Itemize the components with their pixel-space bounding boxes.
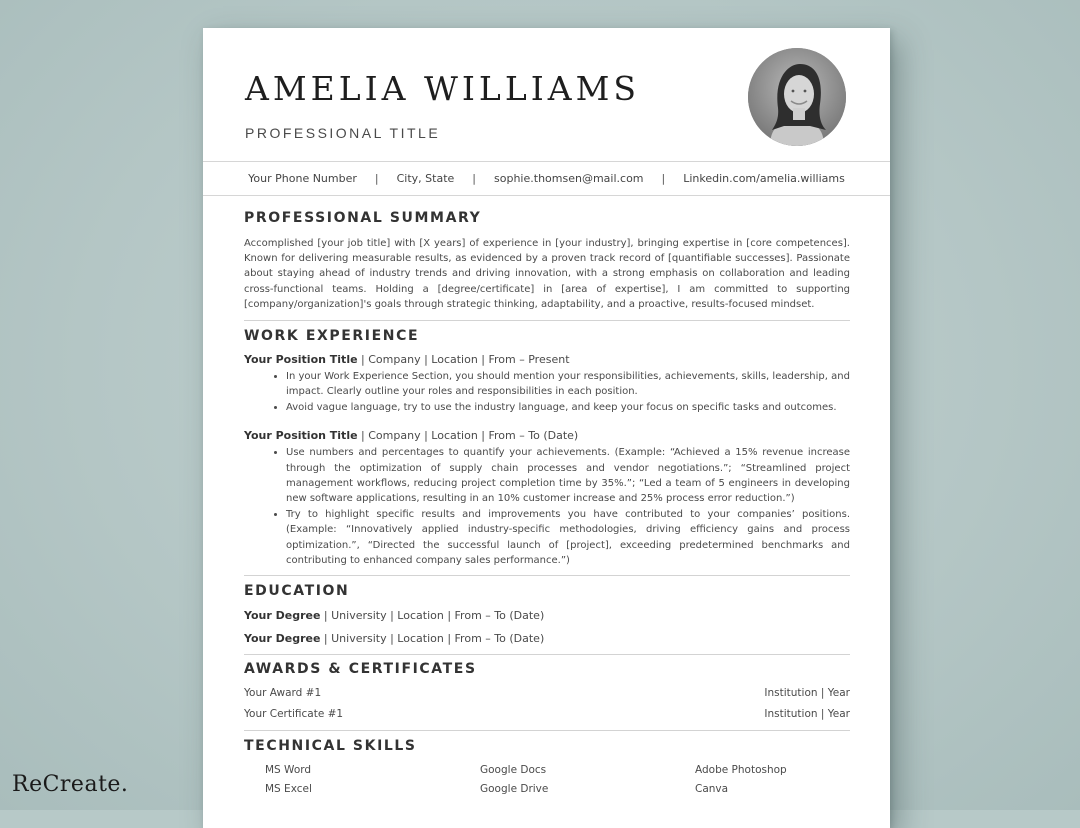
section-divider <box>244 320 850 321</box>
contact-email[interactable]: sophie.thomsen@mail.com <box>494 172 644 185</box>
education-details: | University | Location | From – To (Date) <box>320 632 545 645</box>
job-details: | Company | Location | From – Present <box>357 353 570 366</box>
job-header <box>244 429 850 443</box>
job-position: Your Position Title <box>244 429 358 443</box>
education-degree: Your Degree <box>244 609 321 622</box>
job-bullet: • Use numbers and percentages to quantify your achievements. (Example: “Achieved a 15% revenue increase through the optimization of supply chain processes and vendor negotiations.”; “Streamlined project management workflows, reducing project completion time by 35%.”; “Led a team of 5 engineers in developing new software applications, resulting in an 10% customer increase and 25% process error reduction.”) <box>286 445 850 507</box>
skill-item: Google Drive <box>480 783 549 795</box>
summary-text: Accomplished [your job title] with [X years] of experience in [your industry], bringing expertise in [core competences]. Known for delivering measurable results, as evidenced by a proven track record of [quantifiable successes]. Passionate about staying ahead of industry trends and driving innovation, with a strong emphasis on collaboration and leading cross-functional teams. Holding a [degree/certificate] in [area of expertise], I am committed to supporting [company/organization]'s goals through strategic thinking, adaptability, and a proactive, results-focused mindset. <box>244 238 850 310</box>
section-divider <box>244 654 850 655</box>
skills-section <box>244 739 850 795</box>
summary-heading: PROFESSIONAL SUMMARY <box>244 210 482 226</box>
contact-separator: | <box>374 172 379 185</box>
brand-logo: ReCreate. <box>12 772 129 797</box>
contact-separator: | <box>661 172 666 185</box>
education-degree: Your Degree <box>244 632 321 645</box>
education-entry <box>244 609 850 623</box>
resume-page <box>203 28 890 828</box>
work-section <box>244 329 850 568</box>
award-name: Your Certificate #1 <box>244 708 344 720</box>
award-issuer: Institution | Year <box>764 708 850 720</box>
award-row <box>244 708 850 720</box>
job-details: | Company | Location | From – To (Date) <box>357 429 579 443</box>
award-name: Your Award #1 <box>244 687 322 699</box>
skills-heading: TECHNICAL SKILLS <box>244 738 417 754</box>
education-section <box>244 584 850 646</box>
award-issuer: Institution | Year <box>764 687 850 699</box>
skill-item: Adobe Photoshop <box>695 764 787 776</box>
skills-grid <box>244 764 850 795</box>
work-heading: WORK EXPERIENCE <box>244 328 420 344</box>
portrait-image <box>748 48 846 146</box>
resume-name: AMELIA WILLIAMS <box>245 69 641 108</box>
contact-separator: | <box>472 172 477 185</box>
job-bullet: • In your Work Experience Section, you should mention your responsibilities, achievements, skills, leadership, and impact. Clearly outline your roles and responsibilities in each position. <box>286 369 850 400</box>
contact-bar <box>203 161 890 196</box>
award-row <box>244 687 850 699</box>
awards-heading: AWARDS & CERTIFICATES <box>244 661 477 677</box>
contact-location: City, State <box>396 172 455 185</box>
summary-section <box>244 211 850 312</box>
job-entry <box>244 429 850 568</box>
section-divider <box>244 575 850 576</box>
job-bullet: • Try to highlight specific results and improvements you have contributed to your companies’ positions. (Example: “Innovatively applied industry-specific methodologies, driving efficiency gains and process optimization.”, “Directed the successful launch of [project], exceeding predetermined benchmarks and contributing to enhanced company sales performance.”) <box>286 507 850 569</box>
job-entry <box>244 353 850 415</box>
skill-item: MS Word <box>265 764 312 776</box>
job-bullets <box>244 445 850 568</box>
skill-item: MS Excel <box>265 783 312 795</box>
job-header <box>244 353 850 367</box>
contact-linkedin[interactable]: Linkedin.com/amelia.williams <box>683 172 845 185</box>
contact-phone: Your Phone Number <box>248 172 357 185</box>
skill-item: Canva <box>695 783 729 795</box>
job-position: Your Position Title <box>244 353 358 366</box>
profile-photo <box>748 48 846 146</box>
education-details: | University | Location | From – To (Date) <box>320 609 545 622</box>
education-heading: EDUCATION <box>244 583 350 599</box>
skill-item: Google Docs <box>480 764 547 776</box>
section-divider <box>244 730 850 731</box>
education-entry <box>244 632 850 646</box>
professional-title: PROFESSIONAL TITLE <box>245 125 441 141</box>
awards-section <box>244 662 850 720</box>
job-bullets <box>244 369 850 415</box>
job-bullet: • Avoid vague language, try to use the industry language, and keep your focus on specific tasks and outcomes. <box>286 400 850 415</box>
